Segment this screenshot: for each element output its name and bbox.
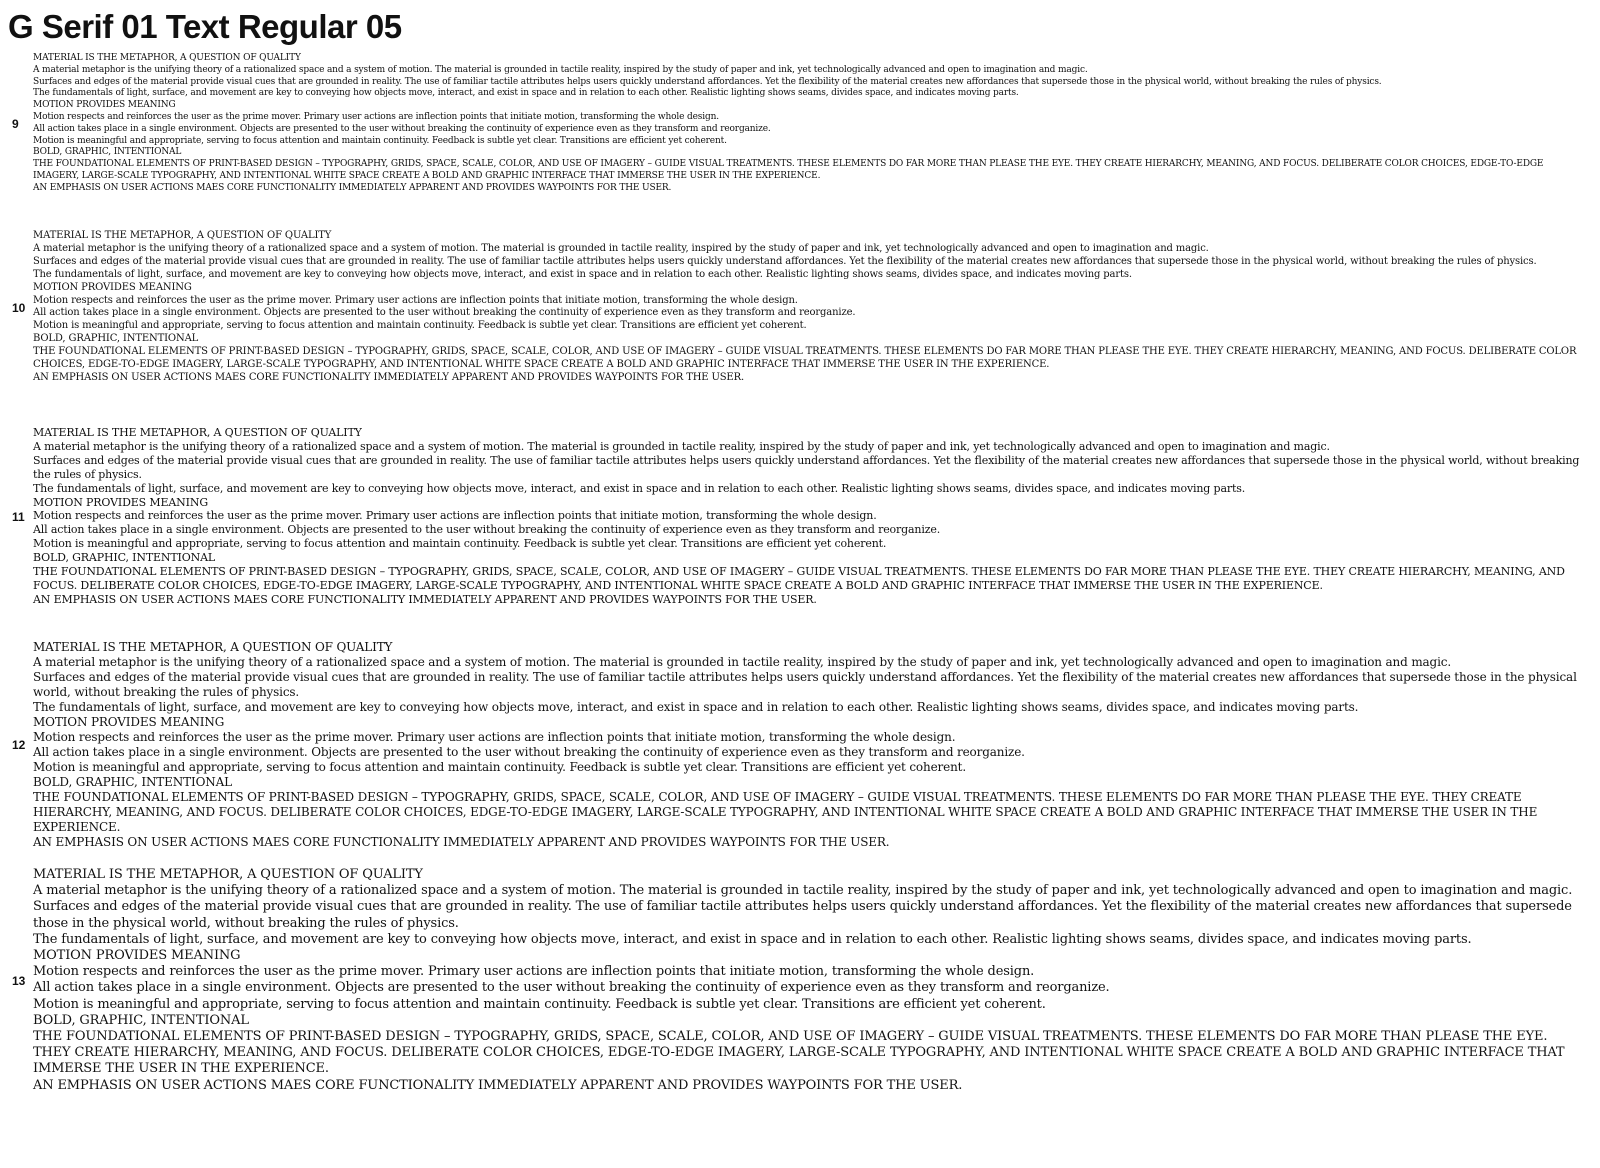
specimen-line: The fundamentals of light, surface, and movement are key to conveying how objects move, interact, and exist in space and in relation to each other. Realistic lighting shows seams, divides space, and indicates moving parts. (33, 700, 1359, 714)
specimen-line: Motion respects and reinforces the user as the prime mover. Primary user actions are inflection points that initiate motion, transforming the whole design. (33, 294, 798, 306)
size-label: 13 (12, 974, 26, 988)
specimen-line: MATERIAL IS THE METAPHOR, A QUESTION OF QUALITY (33, 53, 301, 63)
specimen-line: Motion is meaningful and appropriate, serving to focus attention and maintain continuity. Feedback is subtle yet clear. Transitions are efficient yet coherent. (33, 760, 966, 774)
specimen-line: All action takes place in a single environment. Objects are presented to the user without breaking the continuity of experience even as they transform and reorganize. (33, 745, 1025, 759)
specimen-line: The fundamentals of light, surface, and movement are key to conveying how objects move, interact, and exist in space and in relation to each other. Realistic lighting shows seams, divides space, and indicates moving parts. (33, 268, 1132, 280)
specimen-line: AN EMPHASIS ON USER ACTIONS MAES CORE FUNCTIONALITY IMMEDIATELY APPARENT AND PROVIDES WAYPOINTS FOR THE USER. (33, 1077, 963, 1093)
specimen-line: Surfaces and edges of the material provide visual cues that are grounded in reality. The use of familiar tactile attributes helps users quickly understand affordances. Yet the flexibility of the material creates new affordances that supersede those in the physical world, without breaking the rules of physics. (33, 670, 1577, 699)
specimen-line: A material metaphor is the unifying theory of a rationalized space and a system of motion. The material is grounded in tactile reality, inspired by the study of paper and ink, yet technologically advanced and open to imagination and magic. (33, 439, 1330, 453)
specimen-line: THE FOUNDATIONAL ELEMENTS OF PRINT-BASED DESIGN – TYPOGRAPHY, GRIDS, SPACE, SCALE, COLOR, AND USE OF IMAGERY – GUIDE VISUAL TREATMENTS. THESE ELEMENTS DO FAR MORE THAN PLEASE THE EYE. THEY CREATE HIERARCHY, MEANING, AND FOCUS. DELIBERATE COLOR CHOICES, EDGE-TO-EDGE IMAGERY, LARGE-SCALE TYPOGRAPHY, AND INTENTIONAL WHITE SPACE CREATE A BOLD AND GRAPHIC INTERFACE THAT IMMERSE THE USER IN THE EXPERIENCE. (33, 790, 1538, 834)
specimen-line: Motion respects and reinforces the user as the prime mover. Primary user actions are inflection points that initiate motion, transforming the whole design. (33, 730, 956, 744)
specimen-line: All action takes place in a single environment. Objects are presented to the user without breaking the continuity of experience even as they transform and reorganize. (33, 307, 856, 319)
specimen-line: MOTION PROVIDES MEANING (33, 100, 176, 111)
specimen-line: BOLD, GRAPHIC, INTENTIONAL (33, 551, 216, 565)
size-label: 10 (12, 301, 26, 315)
specimen-line: Motion is meaningful and appropriate, serving to focus attention and maintain continuity. Feedback is subtle yet clear. Transitions are efficient yet coherent. (33, 537, 887, 551)
size-label: 9 (12, 117, 19, 131)
specimen-line: THE FOUNDATIONAL ELEMENTS OF PRINT-BASED DESIGN – TYPOGRAPHY, GRIDS, SPACE, SCALE, COLOR, AND USE OF IMAGERY – GUIDE VISUAL TREATMENTS. THESE ELEMENTS DO FAR MORE THAN PLEASE THE EYE. THEY CREATE HIERARCHY, MEANING, AND FOCUS. DELIBERATE COLOR CHOICES, EDGE-TO-EDGE IMAGERY, LARGE-SCALE TYPOGRAPHY, AND INTENTIONAL WHITE SPACE CREATE A BOLD AND GRAPHIC INTERFACE THAT IMMERSE THE USER IN THE EXPERIENCE. (33, 346, 1577, 371)
specimen-line: THE FOUNDATIONAL ELEMENTS OF PRINT-BASED DESIGN – TYPOGRAPHY, GRIDS, SPACE, SCALE, COLOR, AND USE OF IMAGERY – GUIDE VISUAL TREATMENTS. THESE ELEMENTS DO FAR MORE THAN PLEASE THE EYE. THEY CREATE HIERARCHY, MEANING, AND FOCUS. DELIBERATE COLOR CHOICES, EDGE-TO-EDGE IMAGERY, LARGE-SCALE TYPOGRAPHY, AND INTENTIONAL WHITE SPACE CREATE A BOLD AND GRAPHIC INTERFACE THAT IMMERSE THE USER IN THE EXPERIENCE. (33, 159, 1544, 181)
specimen-line: A material metaphor is the unifying theory of a rationalized space and a system of motion. The material is grounded in tactile reality, inspired by the study of paper and ink, yet technologically advanced and open to imagination and magic. (33, 242, 1209, 254)
specimen-line: MOTION PROVIDES MEANING (33, 281, 192, 293)
specimen-line: A material metaphor is the unifying theory of a rationalized space and a system of motion. The material is grounded in tactile reality, inspired by the study of paper and ink, yet technologically advanced and open to imagination and magic. (33, 655, 1452, 669)
specimen-line: MOTION PROVIDES MEANING (33, 948, 241, 964)
specimen-line: BOLD, GRAPHIC, INTENTIONAL (33, 333, 199, 345)
page-title: G Serif 01 Text Regular 05 (8, 8, 402, 45)
specimen-line: AN EMPHASIS ON USER ACTIONS MAES CORE FUNCTIONALITY IMMEDIATELY APPARENT AND PROVIDES WAYPOINTS FOR THE USER. (33, 371, 744, 383)
specimen-line: BOLD, GRAPHIC, INTENTIONAL (33, 775, 232, 789)
specimen-line: Motion is meaningful and appropriate, serving to focus attention and maintain continuity. Feedback is subtle yet clear. Transitions are efficient yet coherent. (33, 996, 1046, 1012)
size-label: 11 (12, 510, 25, 524)
specimen-line: All action takes place in a single environment. Objects are presented to the user without breaking the continuity of experience even as they transform and reorganize. (33, 980, 1110, 996)
specimen-line: THE FOUNDATIONAL ELEMENTS OF PRINT-BASED DESIGN – TYPOGRAPHY, GRIDS, SPACE, SCALE, COLOR, AND USE OF IMAGERY – GUIDE VISUAL TREATMENTS. THESE ELEMENTS DO FAR MORE THAN PLEASE THE EYE. THEY CREATE HIERARCHY, MEANING, AND FOCUS. DELIBERATE COLOR CHOICES, EDGE-TO-EDGE IMAGERY, LARGE-SCALE TYPOGRAPHY, AND INTENTIONAL WHITE SPACE CREATE A BOLD AND GRAPHIC INTERFACE THAT IMMERSE THE USER IN THE EXPERIENCE. (33, 565, 1565, 592)
specimen-line: MATERIAL IS THE METAPHOR, A QUESTION OF QUALITY (33, 867, 423, 882)
specimen-line: The fundamentals of light, surface, and movement are key to conveying how objects move, interact, and exist in space and in relation to each other. Realistic lighting shows seams, divides space, and indicates moving parts. (33, 88, 1019, 99)
specimen-line: Surfaces and edges of the material provide visual cues that are grounded in reality. The use of familiar tactile attributes helps users quickly understand affordances. Yet the flexibility of the material creates new affordances that supersede those in the physical world, without breaking the rules of physics. (33, 899, 1572, 931)
specimen-line: Motion respects and reinforces the user as the prime mover. Primary user actions are inflection points that initiate motion, transforming the whole design. (33, 964, 1035, 980)
specimen-line: All action takes place in a single environment. Objects are presented to the user without breaking the continuity of experience even as they transform and reorganize. (33, 523, 941, 537)
specimen-line: AN EMPHASIS ON USER ACTIONS MAES CORE FUNCTIONALITY IMMEDIATELY APPARENT AND PROVIDES WAYPOINTS FOR THE USER. (33, 592, 817, 606)
specimen-line: MATERIAL IS THE METAPHOR, A QUESTION OF QUALITY (33, 640, 393, 654)
specimen-text (33, 426, 1585, 607)
specimen-line: A material metaphor is the unifying theory of a rationalized space and a system of motion. The material is grounded in tactile reality, inspired by the study of paper and ink, yet technologically advanced and open to imagination and magic. (33, 883, 1573, 899)
specimen-line: Motion is meaningful and appropriate, serving to focus attention and maintain continuity. Feedback is subtle yet clear. Transitions are efficient yet coherent. (33, 320, 807, 332)
specimen-line: MATERIAL IS THE METAPHOR, A QUESTION OF QUALITY (33, 230, 332, 241)
specimen-line: THE FOUNDATIONAL ELEMENTS OF PRINT-BASED DESIGN – TYPOGRAPHY, GRIDS, SPACE, SCALE, COLOR, AND USE OF IMAGERY – GUIDE VISUAL TREATMENTS. THESE ELEMENTS DO FAR MORE THAN PLEASE THE EYE. THEY CREATE HIERARCHY, MEANING, AND FOCUS. DELIBERATE COLOR CHOICES, EDGE-TO-EDGE IMAGERY, LARGE-SCALE TYPOGRAPHY, AND INTENTIONAL WHITE SPACE CREATE A BOLD AND GRAPHIC INTERFACE THAT IMMERSE THE USER IN THE EXPERIENCE. (33, 1029, 1565, 1077)
specimen-line: BOLD, GRAPHIC, INTENTIONAL (33, 147, 182, 158)
specimen-line: AN EMPHASIS ON USER ACTIONS MAES CORE FUNCTIONALITY IMMEDIATELY APPARENT AND PROVIDES WAYPOINTS FOR THE USER. (33, 182, 672, 193)
specimen-line: Motion is meaningful and appropriate, serving to focus attention and maintain continuity. Feedback is subtle yet clear. Transitions are efficient yet coherent. (33, 135, 727, 146)
specimen-line: BOLD, GRAPHIC, INTENTIONAL (33, 1012, 249, 1028)
size-label: 12 (12, 738, 26, 752)
specimen-line: The fundamentals of light, surface, and movement are key to conveying how objects move, interact, and exist in space and in relation to each other. Realistic lighting shows seams, divides space, and indicates moving parts. (33, 481, 1246, 495)
specimen-line: AN EMPHASIS ON USER ACTIONS MAES CORE FUNCTIONALITY IMMEDIATELY APPARENT AND PROVIDES WAYPOINTS FOR THE USER. (33, 835, 890, 849)
specimen-line: Surfaces and edges of the material provide visual cues that are grounded in reality. The use of familiar tactile attributes helps users quickly understand affordances. Yet the flexibility of the material creates new affordances that supersede those in the physical world, without breaking the rules of physics. (33, 255, 1537, 267)
specimen-text (33, 53, 1585, 195)
specimen-line: MOTION PROVIDES MEANING (33, 495, 208, 509)
specimen-line: Motion respects and reinforces the user as the prime mover. Primary user actions are inflection points that initiate motion, transforming the whole design. (33, 509, 877, 523)
specimen-line: MOTION PROVIDES MEANING (33, 715, 225, 729)
specimen-line: Motion respects and reinforces the user as the prime mover. Primary user actions are inflection points that initiate motion, transforming the whole design. (33, 111, 719, 122)
specimen-text (33, 230, 1585, 385)
specimen-line: Surfaces and edges of the material provide visual cues that are grounded in reality. The use of familiar tactile attributes helps users quickly understand affordances. Yet the flexibility of the material creates new affordances that supersede those in the physical world, without breaking the rules of physics. (33, 453, 1580, 481)
specimen-line: MATERIAL IS THE METAPHOR, A QUESTION OF QUALITY (33, 426, 362, 439)
specimen-line: A material metaphor is the unifying theory of a rationalized space and a system of motion. The material is grounded in tactile reality, inspired by the study of paper and ink, yet technologically advanced and open to imagination and magic. (33, 64, 1088, 75)
specimen-line: All action takes place in a single environment. Objects are presented to the user without breaking the continuity of experience even as they transform and reorganize. (33, 123, 771, 134)
specimen-line: Surfaces and edges of the material provide visual cues that are grounded in reality. The use of familiar tactile attributes helps users quickly understand affordances. Yet the flexibility of the material creates new affordances that supersede those in the physical world, without breaking the rules of physics. (33, 76, 1382, 87)
specimen-text (33, 867, 1585, 1094)
specimen-line: The fundamentals of light, surface, and movement are key to conveying how objects move, interact, and exist in space and in relation to each other. Realistic lighting shows seams, divides space, and indicates moving parts. (33, 931, 1472, 947)
specimen-text (33, 640, 1585, 850)
